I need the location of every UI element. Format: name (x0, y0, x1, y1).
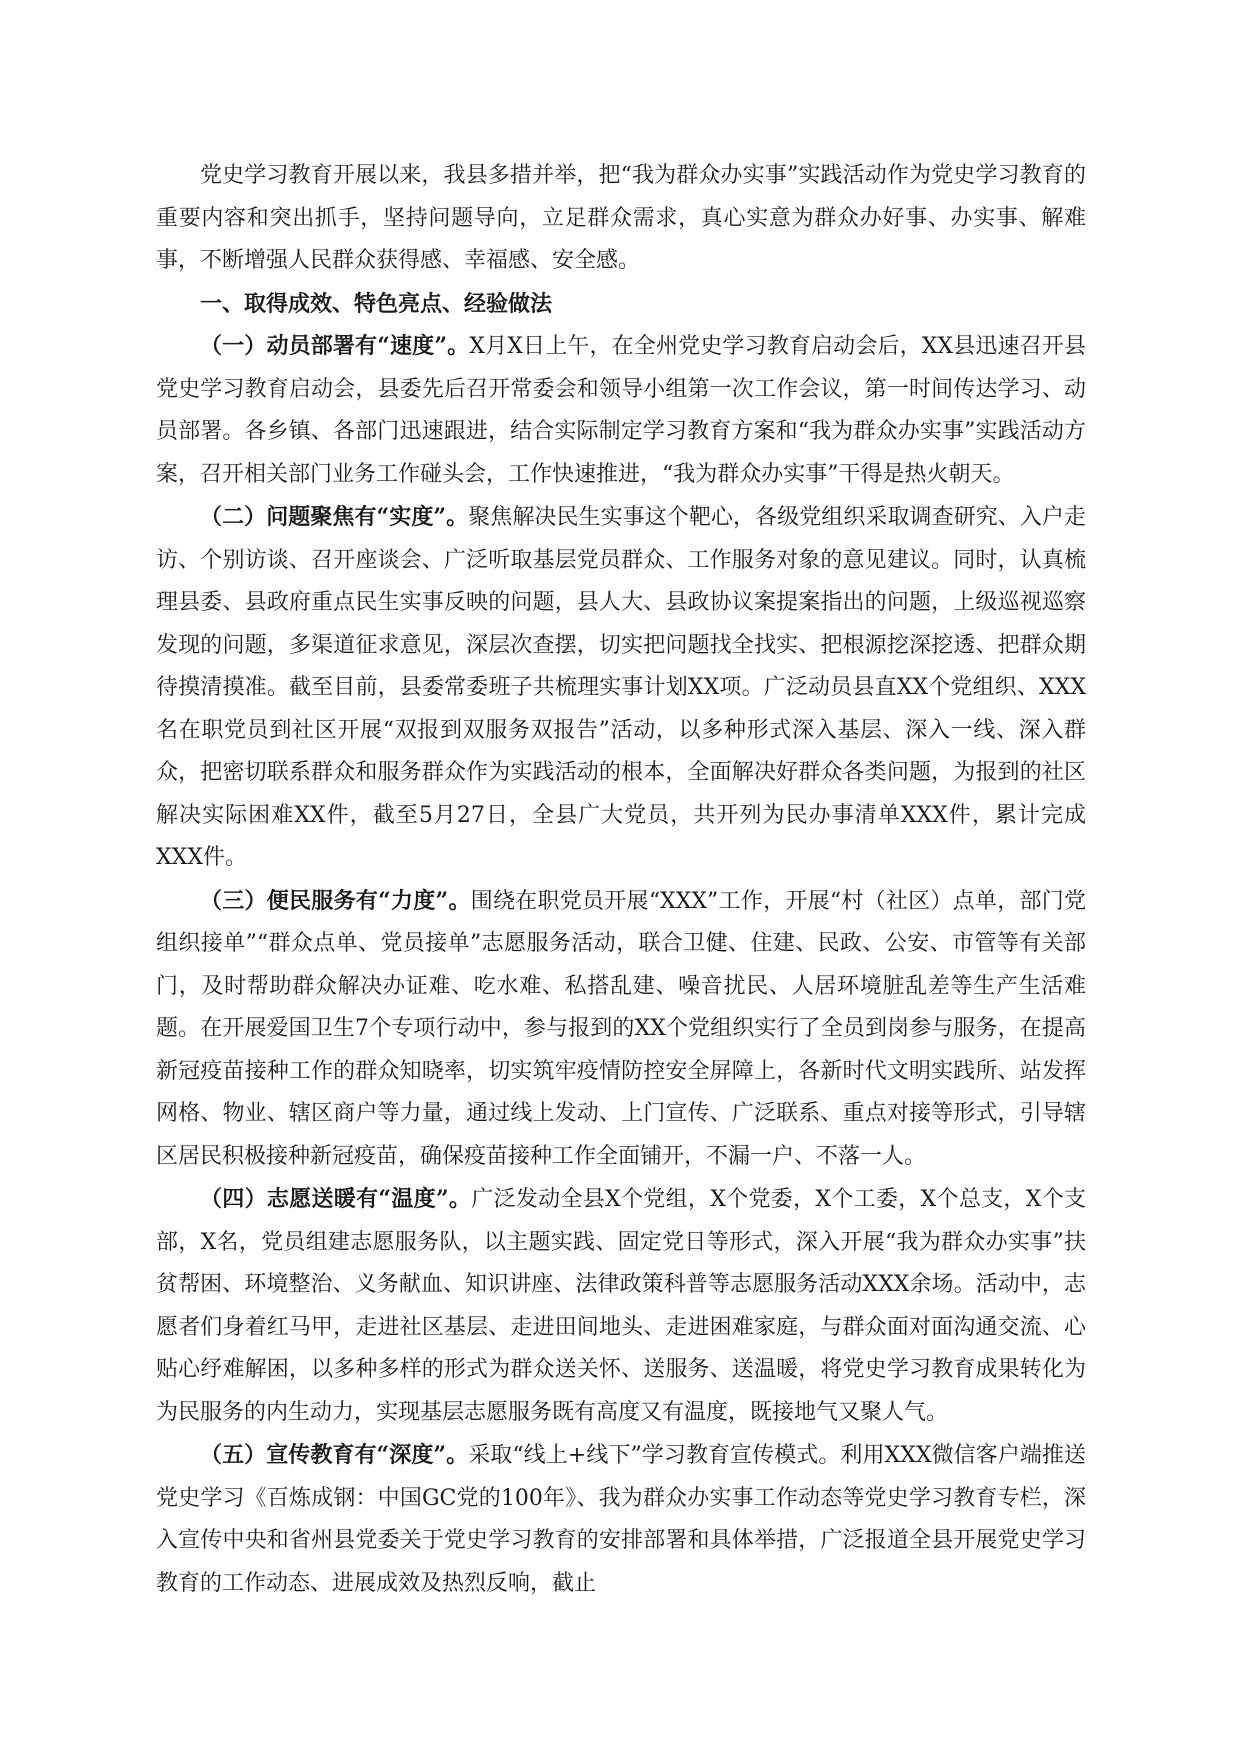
item-paragraph-1 (156, 325, 1086, 496)
item-paragraph-3 (156, 880, 1086, 1179)
section-heading: 一、取得成效、特色亮点、经验做法 (200, 290, 553, 317)
item-text-3: 围绕在职党员开展“XXX”工作，开展“村（社区）点单，部门党组织接单”“群众点单、党员接单”志愿服务活动，联合卫健、住建、民政、公安、市管等有关部门，及时帮助群众解决办证难、吃水难、私搭乱建、噪音扰民、人居环境脏乱差等生产生活难题。在开展爱国卫生7个专项行动中，参与报到的XX个党组织实行了全员到岗参与服务，在提高新冠疫苗接种工作的群众知晓率，切实筑牢疫情防控安全屏障上，各新时代文明实践所、站发挥网格、物业、辖区商户等力量，通过线上发动、上门宣传、广泛联系、重点对接等形式，引导辖区居民积极接种新冠疫苗，确保疫苗接种工作全面铺开，不漏一户、不落一人。 (156, 888, 1086, 1169)
item-lead-5: （五）宣传教育有“深度”。 (200, 1442, 469, 1468)
item-text-1: X月X日上午，在全州党史学习教育启动会后，XX县迅速召开县党史学习教育启动会，县委先后召开常委会和领导小组第一次工作会议，第一时间传达学习、动员部署。各乡镇、各部门迅速跟进，结合实际制定学习教育方案和“我为群众办实事”实践活动方案，召开相关部门业务工作碰头会，工作快速推进，“我为群众办实事”干得是热火朝天。 (156, 334, 1087, 487)
item-text-5: 采取“线上+线下”学习教育宣传模式。利用XXX微信客户端推送党史学习《百炼成钢：中国GC党的100年》、我为群众办实事工作动态等党史学习教育专栏，深入宣传中央和省州县党委关于党史学习教育的安排部署和具体举措，广泛报道全县开展党史学习教育的工作动态、进展成效及热烈反响，截止 (156, 1443, 1087, 1596)
item-text-2: 聚焦解决民生实事这个靶心，各级党组织采取调查研究、入户走访、个别访谈、召开座谈会、广泛听取基层党员群众、工作服务对象的意见建议。同时，认真梳理县委、县政府重点民生实事反映的问题，县人大、县政协议案提案指出的问题，上级巡视巡察发现的问题，多渠道征求意见，深层次查摆，切实把问题找全找实、把根源挖深挖透、把群众期待摸清摸准。截至目前，县委常委班子共梳理实事计划XX项。广泛动员县直XX个党组织、XXX名在职党员到社区开展“双报到双服务双报告”活动，以多种形式深入基层、深入一线、深入群众，把密切联系群众和服务群众作为实践活动的根本，全面解决好群众各类问题，为报到的社区解决实际困难XX件，截至5月27日，全县广大党员，共开列为民办事清单XXX件，累计完成XXX件。 (156, 505, 1086, 870)
document-body (156, 155, 1086, 1605)
item-lead-1: （一）动员部署有“速度”。 (200, 333, 470, 359)
item-lead-2: （二）问题聚焦有“实度”。 (200, 504, 469, 530)
item-lead-3: （三）便民服务有“力度”。 (200, 887, 471, 914)
item-paragraph-5 (156, 1434, 1086, 1605)
intro-paragraph: 党史学习教育开展以来，我县多措并举，把“我为群众办实事”实践活动作为党史学习教育的重要内容和突出抓手，坚持问题导向，立足群众需求，真心实意为群众办好事、办实事、解难事，不断增强人民群众获得感、幸福感、安全感。 (156, 163, 1086, 273)
item-paragraph-4 (156, 1178, 1086, 1434)
item-text-4: 广泛发动全县X个党组，X个党委，X个工委，X个总支，X个支部，X名，党员组建志愿服务队，以主题实践、固定党日等形式，深入开展“我为群众办实事”扶贫帮困、环境整治、义务献血、知识讲座、法律政策科普等志愿服务活动XXX余场。活动中，志愿者们身着红马甲，走进社区基层、走进田间地头、走进困难家庭，与群众面对面沟通交流、心贴心纾难解困，以多种多样的形式为群众送关怀、送服务、送温暖，将党史学习教育成果转化为为民服务的内生动力，实现基层志愿服务既有高度又有温度，既接地气又聚人气。 (156, 1187, 1086, 1425)
item-paragraph-2 (156, 496, 1086, 880)
item-lead-4: （四）志愿送暖有“温度”。 (200, 1186, 472, 1212)
